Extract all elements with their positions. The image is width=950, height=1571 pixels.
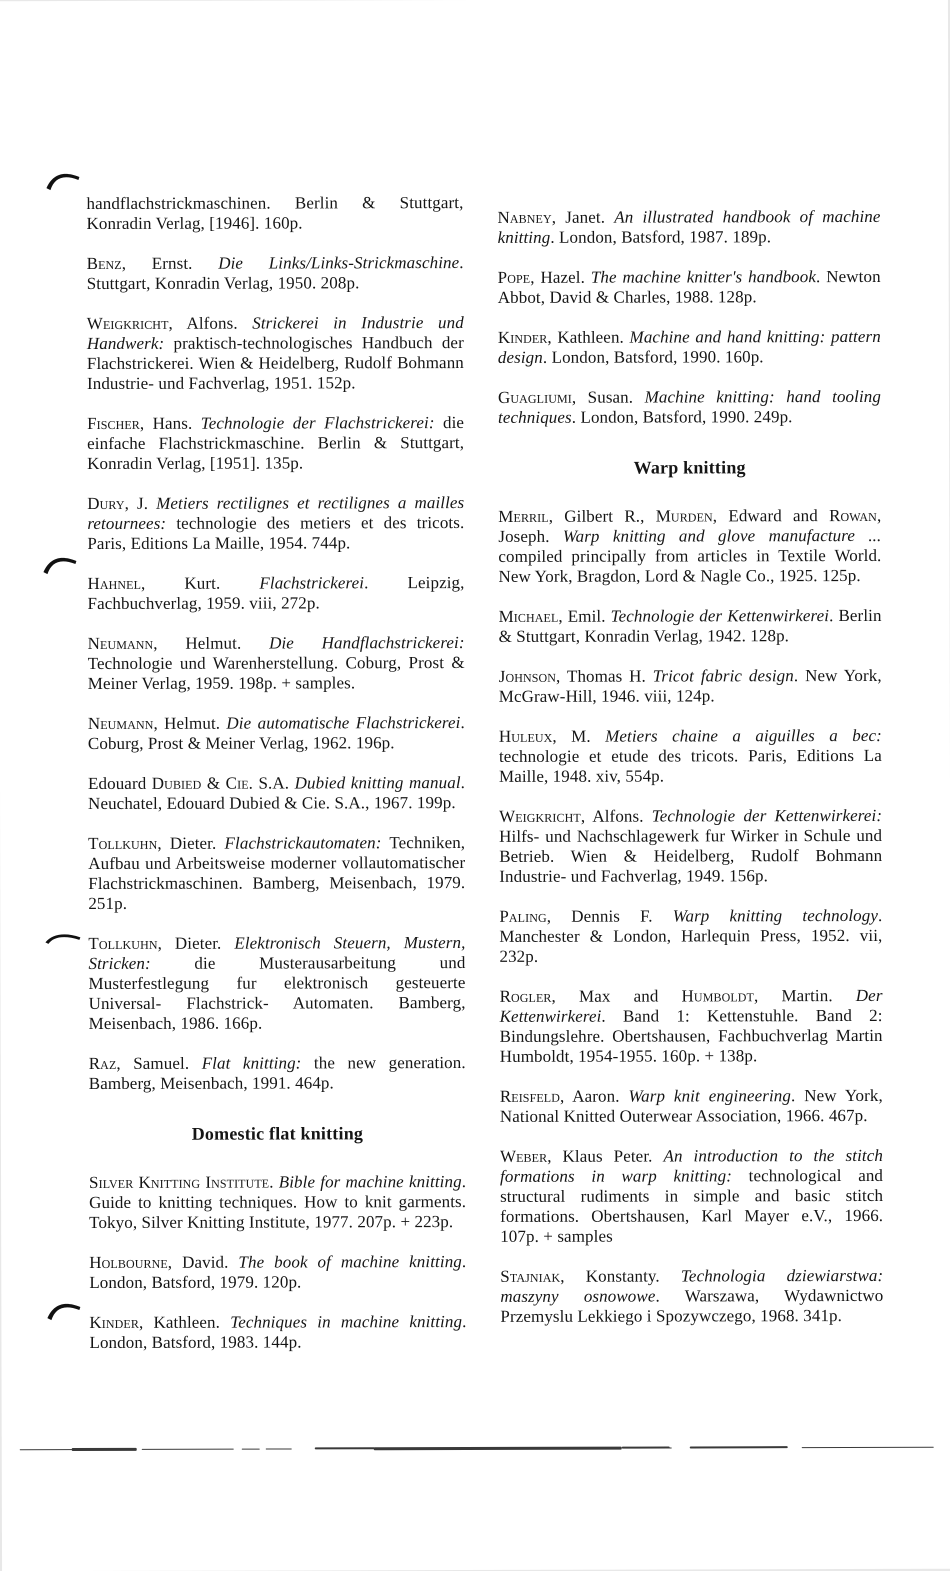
entry-segment-plain: , Dieter.: [157, 833, 225, 853]
entry-segment-caps: Rowan: [829, 505, 877, 526]
entry-segment-plain: , Ernst.: [121, 253, 219, 273]
entry-segment-italic: Metiers chaine a aiguilles a bec:: [605, 725, 882, 746]
entry-segment-caps: Weigkricht: [499, 806, 581, 826]
entry-segment-italic: Metiers rectilignes et rectilignes a mailles retournees:: [87, 493, 465, 534]
bibliography-entry: [497, 207, 880, 248]
entry-segment-italic: An introduction to the stitch formations in warp knitting:: [500, 1145, 883, 1186]
bibliography-entry: [499, 806, 882, 887]
entry-segment-plain: , Edward and: [712, 506, 830, 526]
entry-segment-plain: , David.: [167, 1252, 239, 1272]
entry-segment-plain: , M.: [552, 726, 606, 746]
bibliography-entry: [499, 726, 882, 787]
bibliography-entry: [498, 506, 881, 587]
entry-segment-italic: An illustrated handbook of machine knitting: [497, 206, 881, 247]
entry-segment-plain: , Helmut.: [153, 633, 270, 653]
entry-segment-plain: Technologie und Warenherstellung. Coburg, Prost & Meiner Verlag, 1959. 198p. + samples.: [87, 653, 465, 694]
entry-segment-plain: . S.A.: [248, 773, 295, 793]
entry-segment-caps: Raz: [88, 1053, 117, 1074]
entry-segment-italic: Technologie der Flachstrickerei:: [200, 413, 435, 433]
bibliography-entry: [498, 327, 881, 368]
entry-segment-italic: Der Kettenwirkerei: [499, 985, 883, 1026]
scan-line-segment: [242, 1448, 260, 1449]
entry-segment-plain: . Band 1: Kettenstuhle. Band 2: Bindungslehre. Obertshausen, Fachbuchverlag Martin Humboldt, 1954-1955. 160p. + 138p.: [499, 1005, 883, 1066]
entry-segment-plain: technological and structural rudiments in simple and basic stitch formations. Obertshausen, Karl Mayer e.V., 1966. 107p. + samples: [500, 1165, 884, 1246]
bibliography-entry: [500, 1146, 883, 1247]
entry-segment-plain: , Kathleen.: [547, 327, 630, 347]
bibliography-entry: [89, 1252, 466, 1293]
entry-segment-plain: , Kathleen.: [138, 1312, 231, 1332]
entry-segment-caps: Merril: [498, 506, 549, 526]
entry-segment-italic: Machine knitting: hand tooling techniques: [498, 386, 882, 427]
entry-segment-plain: , Martin.: [753, 986, 856, 1006]
entry-segment-caps: Pope: [497, 267, 531, 287]
bibliography-entry: [87, 493, 464, 554]
entry-segment-plain: . Neuchatel, Edouard Dubied & Cie. S.A., 1967. 199p.: [88, 773, 466, 814]
entry-segment-plain: , Alfons.: [168, 313, 253, 333]
entry-segment-italic: Flachstrickerei: [259, 573, 365, 593]
bibliography-entry: [500, 1086, 883, 1127]
entry-segment-plain: . Leipzig, Fachbuchverlag, 1959. viii, 272p.: [87, 573, 465, 614]
section-heading: Warp knitting: [633, 457, 746, 478]
entry-segment-plain: , Hans.: [139, 413, 201, 433]
entry-segment-caps: Hahnel: [87, 573, 142, 594]
entry-segment-italic: Elektronisch Steuern, Mustern, Stricken:: [88, 933, 466, 974]
entry-segment-plain: technologie et etude des tricots. Paris, Editions La Maille, 1948. xiv, 554p.: [498, 745, 882, 786]
entry-segment-italic: Warp knitting and glove manufacture ...: [562, 525, 882, 546]
bibliography-entry: [88, 633, 465, 694]
entry-segment-italic: Techniques in machine knitting: [230, 1312, 463, 1332]
bibliography-entry: [87, 413, 464, 474]
bibliography-entry: [500, 1266, 883, 1327]
entry-segment-caps: Michael: [498, 606, 559, 626]
entry-segment-caps: Tollkuhn: [88, 833, 158, 854]
entry-segment-plain: , Thomas H.: [556, 666, 653, 686]
entry-segment-caps: Huleux: [498, 726, 553, 746]
left-column: [86, 193, 466, 1373]
entry-segment-italic: Bible for machine knitting: [278, 1172, 462, 1192]
entry-segment-plain: , Emil.: [558, 606, 611, 626]
bibliography-entry: [88, 713, 465, 754]
bibliography-entry: [499, 666, 882, 707]
bibliography-entry: [89, 1312, 466, 1353]
entry-segment-italic: Warp knit engineering: [628, 1086, 792, 1106]
entry-segment-caps: Kinder: [89, 1312, 139, 1333]
entry-segment-caps: Weber: [499, 1146, 548, 1166]
entry-segment-plain: . Warszawa, Wydawnictwo Przemyslu Lekkiego i Spozywczego, 1968. 341p.: [500, 1285, 884, 1326]
entry-segment-plain: compiled principally from articles in Textile World. New York, Bragdon, Lord & Nagle Co., 1925. 125p.: [498, 545, 882, 586]
entry-segment-plain: . London, Batsford, 1979. 120p.: [89, 1252, 467, 1293]
bibliography-entry: [498, 267, 881, 308]
entry-segment-caps: Paling: [499, 906, 547, 926]
entry-segment-plain: praktisch-technologisches Handbuch der Flachstrickerei. Wien & Heidelberg, Rudolf Bohmann Industrie- und Fachverlag, 1951. 152p.: [86, 333, 464, 394]
entry-segment-plain: , Klaus Peter.: [547, 1146, 664, 1166]
entry-segment-plain: .: [269, 1172, 279, 1192]
pen-tick-mark-icon: [44, 168, 82, 192]
pen-tick-mark-icon: [41, 552, 79, 576]
bibliography-entry: [86, 193, 463, 234]
entry-segment-plain: , Gilbert R.,: [548, 506, 656, 526]
entry-segment-plain: . Coburg, Prost & Meiner Verlag, 1962. 196p.: [87, 713, 465, 754]
entry-segment-plain: , Helmut.: [153, 713, 227, 733]
entry-segment-italic: Die automatische Flachstrickerei: [226, 713, 461, 733]
entry-segment-plain: Edouard: [87, 773, 152, 794]
scan-line-segment: [142, 1448, 234, 1449]
entry-segment-plain: , Samuel.: [116, 1053, 202, 1073]
entry-segment-plain: technologie des metiers et des tricots. Paris, Editions La Maille, 1954. 744p.: [87, 513, 465, 554]
scan-line-segment: [315, 1447, 375, 1449]
scan-line-segment: [72, 1447, 137, 1450]
right-column: [497, 207, 883, 1347]
entry-segment-plain: . London, Batsford, 1990. 249p.: [571, 407, 793, 427]
entry-segment-caps: Dubied & Cie: [151, 773, 249, 793]
scan-line-segment: [374, 1446, 622, 1450]
scan-line-segment: [650, 1447, 672, 1448]
entry-segment-italic: The machine knitter's handbook: [590, 267, 817, 287]
entry-segment-italic: Flat knitting:: [201, 1053, 302, 1073]
bibliography-entry: [500, 986, 883, 1067]
entry-segment-plain: . London, Batsford, 1990. 160p.: [542, 347, 764, 367]
entry-segment-caps: Silver Knitting Institute: [89, 1172, 270, 1193]
entry-segment-caps: Fischer: [87, 413, 140, 434]
entry-segment-plain: . Newton Abbot, David & Charles, 1988. 128p.: [497, 266, 881, 307]
entry-segment-caps: Reisfeld: [499, 1086, 560, 1106]
bibliography-entry: [87, 573, 464, 614]
scan-line-segment: [690, 1446, 788, 1448]
entry-segment-plain: die einfache Flachstrickmaschine. Berlin & Stuttgart, Konradin Verlag, [1951]. 135p.: [87, 413, 465, 474]
entry-segment-italic: Technologie der Kettenwirkerei: [610, 606, 830, 626]
entry-segment-italic: Tricot fabric design: [652, 666, 794, 686]
entry-segment-caps: Murden: [655, 506, 713, 526]
entry-segment-italic: Technologie der Kettenwirkerei:: [651, 805, 883, 826]
entry-segment-plain: . Guide to knitting techniques. How to knit garments. Tokyo, Silver Knitting Institute, 1977. 207p. + 223p.: [89, 1172, 467, 1233]
entry-segment-caps: Weigkricht: [86, 313, 169, 334]
entry-segment-plain: . Manchester & London, Harlequin Press, 1952. vii, 232p.: [499, 905, 883, 966]
entry-segment-plain: . London, Batsford, 1987. 189p.: [550, 227, 772, 247]
entry-segment-caps: Neumann: [87, 633, 154, 654]
entry-segment-caps: Nabney: [497, 207, 552, 227]
entry-segment-italic: The book of machine knitting: [238, 1252, 462, 1272]
scan-artifact-line: [2, 1444, 950, 1452]
entry-segment-plain: , J.: [124, 493, 157, 513]
section-heading: Domestic flat knitting: [191, 1123, 364, 1144]
entry-segment-plain: , Kurt.: [140, 573, 260, 593]
scan-line-segment: [266, 1448, 292, 1449]
entry-segment-plain: Hilfs- und Nachschlagewerk fur Wirker in Schule und Betrieb. Wien & Heidelberg, Rudolf Bohmann Industrie- und Fachverlag, 1949. 156p.: [499, 825, 883, 886]
entry-segment-plain: , Janet.: [551, 207, 615, 227]
entry-segment-plain: the new generation. Bamberg, Meisenbach, 1991. 464p.: [88, 1053, 466, 1094]
entry-segment-italic: Die Handflachstrickerei:: [269, 633, 465, 653]
entry-segment-caps: Johnson: [498, 666, 557, 686]
entry-segment-plain: . New York, McGraw-Hill, 1946. viii, 124p.: [498, 665, 882, 706]
entry-segment-italic: Technologia dziewiarstwa: maszyny osnowowe: [500, 1265, 884, 1306]
bibliography-entry: [89, 1172, 466, 1233]
entry-segment-plain: . London, Batsford, 1983. 144p.: [89, 1312, 467, 1353]
entry-segment-plain: , Max and: [551, 986, 682, 1006]
entry-segment-plain: , Aaron.: [559, 1086, 629, 1106]
pen-tick-mark-icon: [45, 1298, 83, 1322]
entry-segment-plain: . Berlin & Stuttgart, Konradin Verlag, 1942. 128p.: [498, 605, 882, 646]
scan-line-segment: [802, 1446, 934, 1447]
entry-segment-plain: , Alfons.: [580, 806, 652, 826]
entry-segment-plain: , Dennis F.: [546, 906, 673, 926]
entry-segment-italic: Flachstrickautomaten:: [224, 833, 382, 853]
entry-segment-plain: Techniken, Aufbau und Arbeitsweise moderner vollautomatischer Flachstrickmaschinen. Bamberg, Meisenbach, 1979. 251p.: [88, 833, 466, 914]
entry-segment-plain: , Susan.: [571, 387, 645, 407]
entry-segment-caps: Guagliumi: [497, 387, 572, 407]
entry-segment-caps: Dury: [87, 493, 125, 514]
entry-segment-caps: Holbourne: [89, 1252, 168, 1273]
entry-segment-plain: handflachstrickmaschinen. Berlin & Stuttgart, Konradin Verlag, [1946]. 160p.: [86, 193, 464, 234]
entry-segment-italic: Dubied knitting manual: [294, 773, 461, 793]
bibliography-entry: [88, 933, 465, 1034]
entry-segment-caps: Stajniak: [500, 1266, 561, 1286]
entry-segment-italic: Die Links/Links-Strickmaschine: [218, 253, 460, 273]
bibliography-entry: [498, 387, 881, 428]
bibliography-entry: [87, 313, 464, 394]
bibliography-entry: [88, 773, 465, 814]
entry-segment-plain: . New York, National Knitted Outerwear Association, 1966. 467p.: [499, 1085, 883, 1126]
entry-segment-italic: Strickerei in Industrie und Handwerk:: [86, 313, 464, 354]
entry-segment-plain: . Stuttgart, Konradin Verlag, 1950. 208p.: [86, 253, 464, 294]
entry-segment-italic: Warp knitting technology: [672, 905, 879, 926]
pen-tick-mark-icon: [44, 929, 82, 948]
entry-segment-plain: , Dieter.: [157, 933, 235, 953]
bibliography-entry: [499, 906, 882, 967]
entry-segment-caps: Neumann: [87, 713, 154, 734]
bibliography-entry: [89, 1053, 466, 1094]
bibliography-entry: [88, 833, 465, 914]
entry-segment-plain: , Joseph.: [498, 505, 882, 546]
entry-segment-caps: Tollkuhn: [88, 933, 158, 954]
entry-segment-caps: Benz: [86, 253, 122, 274]
bibliography-entry: [87, 253, 464, 294]
bibliography-entry: [499, 606, 882, 647]
entry-segment-plain: , Hazel.: [530, 267, 591, 287]
entry-segment-italic: Machine and hand knitting: pattern design: [497, 326, 881, 367]
entry-segment-caps: Kinder: [497, 327, 548, 347]
entry-segment-caps: Humboldt: [681, 986, 754, 1006]
entry-segment-plain: , Konstanty.: [560, 1266, 681, 1286]
entry-segment-plain: die Musterausarbeitung und Musterfestlegung fur elektronisch gesteuerte Universal- Flachstrick- Automaten. Bamberg, Meisenbach, 1986. 166p.: [88, 953, 466, 1034]
entry-segment-caps: Rogler: [499, 986, 552, 1006]
